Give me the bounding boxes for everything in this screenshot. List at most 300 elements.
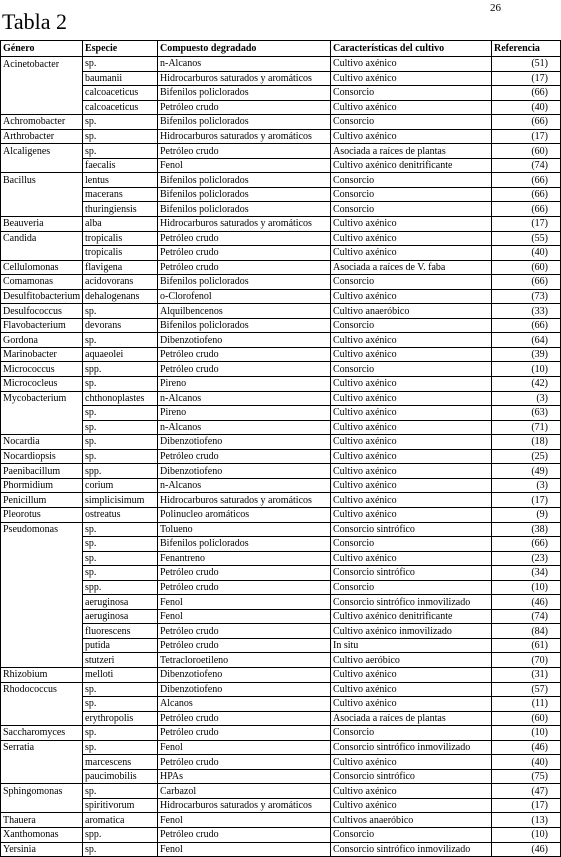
cell-especie: sp. — [83, 551, 158, 566]
cell-caracteristicas: Cultivo axénico — [331, 289, 492, 304]
cell-compuesto: Dibenzotiofeno — [158, 667, 331, 682]
table-row — [1, 478, 561, 493]
cell-referencia: (17) — [492, 217, 561, 232]
cell-genero: Nocardia — [1, 435, 83, 450]
cell-referencia: (66) — [492, 86, 561, 101]
cell-genero: Rhizobium — [1, 667, 83, 682]
cell-caracteristicas: Consorcio — [331, 275, 492, 290]
cell-genero: Sphingomonas — [1, 784, 83, 799]
table-row — [1, 566, 561, 581]
cell-referencia: (46) — [492, 595, 561, 610]
cell-compuesto: Fenol — [158, 158, 331, 173]
cell-genero: Desulfococcus — [1, 304, 83, 319]
cell-especie: sp. — [83, 697, 158, 712]
cell-compuesto: Tetracloroetileno — [158, 653, 331, 668]
table-row — [1, 682, 561, 697]
cell-genero — [1, 755, 83, 770]
cell-referencia: (3) — [492, 478, 561, 493]
cell-especie: sp. — [83, 420, 158, 435]
cell-caracteristicas: Cultivo axénico denitrificante — [331, 158, 492, 173]
cell-referencia: (66) — [492, 275, 561, 290]
cell-referencia: (46) — [492, 740, 561, 755]
cell-genero: Flavobacterium — [1, 318, 83, 333]
cell-compuesto: Bifenilos policlorados — [158, 187, 331, 202]
cell-genero: Pseudomonas — [1, 522, 83, 537]
cell-genero — [1, 406, 83, 421]
table-row — [1, 464, 561, 479]
cell-genero — [1, 187, 83, 202]
cell-compuesto: Fenol — [158, 595, 331, 610]
cell-caracteristicas: Cultivo axénico — [331, 71, 492, 86]
cell-caracteristicas: Cultivo axénico — [331, 391, 492, 406]
cell-compuesto: o-Clorofenol — [158, 289, 331, 304]
cell-referencia: (17) — [492, 493, 561, 508]
cell-caracteristicas: Consorcio sintrófico — [331, 769, 492, 784]
cell-caracteristicas: Cultivo axénico — [331, 697, 492, 712]
cell-genero: Comamonas — [1, 275, 83, 290]
cell-compuesto: HPAs — [158, 769, 331, 784]
cell-caracteristicas: Cultivo axénico — [331, 478, 492, 493]
table-row — [1, 595, 561, 610]
cell-compuesto: Hidrocarburos saturados y aromáticos — [158, 71, 331, 86]
cell-caracteristicas: Cultivo anaeróbico — [331, 304, 492, 319]
cell-compuesto: Fenol — [158, 813, 331, 828]
cell-referencia: (40) — [492, 755, 561, 770]
cell-referencia: (10) — [492, 827, 561, 842]
cell-compuesto: n-Alcanos — [158, 57, 331, 72]
cell-compuesto: Bifenilos policlorados — [158, 115, 331, 130]
cell-referencia: (17) — [492, 71, 561, 86]
cell-caracteristicas: Cultivo axénico — [331, 217, 492, 232]
cell-genero: Xanthomonas — [1, 827, 83, 842]
cell-caracteristicas: Consorcio — [331, 726, 492, 741]
table-row — [1, 755, 561, 770]
cell-caracteristicas: Cultivo aeróbico — [331, 653, 492, 668]
cell-especie: chthonoplastes — [83, 391, 158, 406]
cell-referencia: (84) — [492, 624, 561, 639]
table-row — [1, 726, 561, 741]
cell-compuesto: Carbazol — [158, 784, 331, 799]
cell-caracteristicas: Cultivo axénico — [331, 784, 492, 799]
cell-especie: spiritivorum — [83, 798, 158, 813]
cell-compuesto: Pireno — [158, 377, 331, 392]
cell-referencia: (71) — [492, 420, 561, 435]
cell-genero: Arthrobacter — [1, 129, 83, 144]
cell-referencia: (10) — [492, 580, 561, 595]
cell-referencia: (31) — [492, 667, 561, 682]
cell-genero: Gordona — [1, 333, 83, 348]
table-row — [1, 115, 561, 130]
cell-referencia: (13) — [492, 813, 561, 828]
cell-referencia: (25) — [492, 449, 561, 464]
cell-caracteristicas: Cultivo axénico — [331, 246, 492, 261]
cell-referencia: (75) — [492, 769, 561, 784]
table-row — [1, 711, 561, 726]
cell-referencia: (40) — [492, 100, 561, 115]
cell-genero — [1, 638, 83, 653]
cell-genero: Alcaligenes — [1, 144, 83, 159]
cell-especie: sp. — [83, 784, 158, 799]
table-row — [1, 187, 561, 202]
cell-referencia: (40) — [492, 246, 561, 261]
cell-caracteristicas: Cultivo axénico — [331, 449, 492, 464]
table-header — [1, 41, 561, 57]
cell-caracteristicas: Cultivo axénico — [331, 551, 492, 566]
cell-caracteristicas: In situ — [331, 638, 492, 653]
cell-genero: Penicillum — [1, 493, 83, 508]
cell-referencia: (39) — [492, 347, 561, 362]
cell-especie: sp. — [83, 377, 158, 392]
cell-especie: alba — [83, 217, 158, 232]
cell-caracteristicas: Cultivo axénico denitrificante — [331, 609, 492, 624]
cell-genero — [1, 697, 83, 712]
cell-referencia: (3) — [492, 391, 561, 406]
table-title: Tabla 2 — [2, 9, 68, 34]
table-row — [1, 57, 561, 72]
table-row — [1, 522, 561, 537]
cell-compuesto: Petróleo crudo — [158, 624, 331, 639]
table-row — [1, 158, 561, 173]
cell-caracteristicas: Cultivo axénico — [331, 420, 492, 435]
cell-referencia: (61) — [492, 638, 561, 653]
table-row — [1, 493, 561, 508]
cell-especie: tropicalis — [83, 246, 158, 261]
cell-caracteristicas: Cultivo axénico — [331, 347, 492, 362]
cell-especie: sp. — [83, 304, 158, 319]
table-row — [1, 769, 561, 784]
cell-referencia: (60) — [492, 711, 561, 726]
table-row — [1, 827, 561, 842]
cell-especie: calcoaceticus — [83, 100, 158, 115]
cell-genero — [1, 624, 83, 639]
cell-caracteristicas: Cultivo axénico — [331, 57, 492, 72]
cell-especie: faecalis — [83, 158, 158, 173]
cell-especie: fluorescens — [83, 624, 158, 639]
cell-compuesto: Fenantreno — [158, 551, 331, 566]
cell-referencia: (9) — [492, 507, 561, 522]
cell-compuesto: Fenol — [158, 842, 331, 857]
cell-compuesto: Alcanos — [158, 697, 331, 712]
cell-caracteristicas: Consorcio — [331, 187, 492, 202]
cell-compuesto: Dibenzotiofeno — [158, 682, 331, 697]
cell-genero — [1, 566, 83, 581]
cell-compuesto: Bifenilos policlorados — [158, 537, 331, 552]
cell-caracteristicas: Consorcio — [331, 115, 492, 130]
cell-caracteristicas: Consorcio — [331, 318, 492, 333]
cell-referencia: (66) — [492, 537, 561, 552]
cell-genero: Beauveria — [1, 217, 83, 232]
cell-referencia: (60) — [492, 144, 561, 159]
table-row — [1, 100, 561, 115]
page-number: 26 — [490, 2, 501, 14]
cell-genero — [1, 580, 83, 595]
table-row — [1, 333, 561, 348]
cell-compuesto: Petróleo crudo — [158, 449, 331, 464]
cell-referencia: (47) — [492, 784, 561, 799]
cell-especie: melloti — [83, 667, 158, 682]
cell-referencia: (11) — [492, 697, 561, 712]
cell-referencia: (60) — [492, 260, 561, 275]
cell-compuesto: n-Alcanos — [158, 478, 331, 493]
cell-genero: Micrococcus — [1, 362, 83, 377]
cell-especie: sp. — [83, 842, 158, 857]
cell-caracteristicas: Consorcio sintrófico — [331, 522, 492, 537]
cell-compuesto: Petróleo crudo — [158, 144, 331, 159]
cell-genero: Pleorotus — [1, 507, 83, 522]
table-row — [1, 507, 561, 522]
cell-especie: marcescens — [83, 755, 158, 770]
cell-especie: corium — [83, 478, 158, 493]
cell-compuesto: Petróleo crudo — [158, 100, 331, 115]
cell-especie: spp. — [83, 580, 158, 595]
cell-genero — [1, 420, 83, 435]
cell-compuesto: Petróleo crudo — [158, 231, 331, 246]
cell-referencia: (10) — [492, 726, 561, 741]
cell-referencia: (66) — [492, 173, 561, 188]
cell-caracteristicas: Cultivo axénico — [331, 682, 492, 697]
cell-especie: devorans — [83, 318, 158, 333]
cell-genero: Acinetobacter — [1, 57, 83, 72]
cell-especie: calcoaceticus — [83, 86, 158, 101]
column-header-referencia: Referencia — [492, 41, 561, 57]
cell-caracteristicas: Cultivos anaeróbico — [331, 813, 492, 828]
cell-caracteristicas: Cultivo axénico — [331, 798, 492, 813]
cell-especie: dehalogenans — [83, 289, 158, 304]
cell-referencia: (57) — [492, 682, 561, 697]
table-row — [1, 231, 561, 246]
cell-caracteristicas: Consorcio sintrófico inmovilizado — [331, 595, 492, 610]
cell-caracteristicas: Consorcio sintrófico inmovilizado — [331, 740, 492, 755]
cell-caracteristicas: Asociada a raíces de plantas — [331, 711, 492, 726]
table-row — [1, 609, 561, 624]
cell-especie: baumanii — [83, 71, 158, 86]
cell-compuesto: Hidrocarburos saturados y aromáticos — [158, 798, 331, 813]
table-row — [1, 813, 561, 828]
column-header-genero: Género — [1, 41, 83, 57]
cell-caracteristicas: Consorcio — [331, 580, 492, 595]
column-header-especie: Especie — [83, 41, 158, 57]
cell-especie: sp. — [83, 144, 158, 159]
cell-genero — [1, 653, 83, 668]
cell-referencia: (64) — [492, 333, 561, 348]
cell-compuesto: Petróleo crudo — [158, 827, 331, 842]
cell-genero: Saccharomyces — [1, 726, 83, 741]
cell-compuesto: Dibenzotiofeno — [158, 333, 331, 348]
cell-especie: ostreatus — [83, 507, 158, 522]
cell-caracteristicas: Cultivo axénico — [331, 435, 492, 450]
cell-especie: aquaeolei — [83, 347, 158, 362]
cell-referencia: (33) — [492, 304, 561, 319]
cell-compuesto: Petróleo crudo — [158, 726, 331, 741]
cell-genero: Yersinia — [1, 842, 83, 857]
table-body — [1, 57, 561, 857]
cell-genero — [1, 711, 83, 726]
cell-especie: flavigena — [83, 260, 158, 275]
cell-genero — [1, 769, 83, 784]
cell-referencia: (66) — [492, 115, 561, 130]
cell-especie: sp. — [83, 682, 158, 697]
cell-referencia: (66) — [492, 318, 561, 333]
cell-especie: thuringiensis — [83, 202, 158, 217]
cell-caracteristicas: Cultivo axénico — [331, 464, 492, 479]
cell-genero — [1, 71, 83, 86]
cell-genero: Candida — [1, 231, 83, 246]
cell-referencia: (17) — [492, 798, 561, 813]
cell-especie: aeruginosa — [83, 609, 158, 624]
table-row — [1, 580, 561, 595]
cell-especie: sp. — [83, 333, 158, 348]
cell-especie: sp. — [83, 740, 158, 755]
cell-compuesto: Hidrocarburos saturados y aromáticos — [158, 217, 331, 232]
cell-compuesto: Fenol — [158, 609, 331, 624]
cell-especie: sp. — [83, 522, 158, 537]
cell-compuesto: Bifenilos policlorados — [158, 275, 331, 290]
cell-compuesto: Fenol — [158, 740, 331, 755]
cell-especie: simplicisimum — [83, 493, 158, 508]
cell-compuesto: n-Alcanos — [158, 420, 331, 435]
cell-genero: Phormidium — [1, 478, 83, 493]
cell-especie: tropicalis — [83, 231, 158, 246]
cell-referencia: (23) — [492, 551, 561, 566]
cell-genero: Cellulomonas — [1, 260, 83, 275]
cell-referencia: (17) — [492, 129, 561, 144]
cell-genero: Bacillus — [1, 173, 83, 188]
table-row — [1, 537, 561, 552]
cell-referencia: (42) — [492, 377, 561, 392]
cell-caracteristicas: Consorcio — [331, 362, 492, 377]
cell-caracteristicas: Cultivo axénico — [331, 667, 492, 682]
table-row — [1, 420, 561, 435]
table-row — [1, 275, 561, 290]
cell-genero — [1, 246, 83, 261]
cell-compuesto: Petróleo crudo — [158, 580, 331, 595]
cell-caracteristicas: Cultivo axénico — [331, 100, 492, 115]
cell-referencia: (74) — [492, 609, 561, 624]
table-row — [1, 624, 561, 639]
cell-genero: Serratia — [1, 740, 83, 755]
cell-caracteristicas: Cultivo axénico — [331, 755, 492, 770]
table-row — [1, 129, 561, 144]
cell-compuesto: Bifenilos policlorados — [158, 86, 331, 101]
bacteria-table — [0, 40, 561, 857]
cell-compuesto: Petróleo crudo — [158, 260, 331, 275]
cell-compuesto: Alquilbencenos — [158, 304, 331, 319]
cell-genero: Paenibacillum — [1, 464, 83, 479]
table-row — [1, 86, 561, 101]
cell-caracteristicas: Cultivo axénico — [331, 333, 492, 348]
table-row — [1, 667, 561, 682]
cell-genero — [1, 537, 83, 552]
table-row — [1, 551, 561, 566]
cell-especie: stutzeri — [83, 653, 158, 668]
cell-referencia: (55) — [492, 231, 561, 246]
cell-especie: aeruginosa — [83, 595, 158, 610]
cell-compuesto: Pireno — [158, 406, 331, 421]
cell-especie: sp. — [83, 129, 158, 144]
cell-caracteristicas: Consorcio — [331, 827, 492, 842]
table-row — [1, 71, 561, 86]
cell-caracteristicas: Cultivo axénico — [331, 231, 492, 246]
cell-genero — [1, 86, 83, 101]
cell-especie: erythropolis — [83, 711, 158, 726]
table-row — [1, 289, 561, 304]
cell-especie: spp. — [83, 464, 158, 479]
cell-referencia: (38) — [492, 522, 561, 537]
cell-referencia: (10) — [492, 362, 561, 377]
cell-referencia: (49) — [492, 464, 561, 479]
cell-caracteristicas: Consorcio sintrófico — [331, 566, 492, 581]
table-row — [1, 173, 561, 188]
column-header-compuesto: Compuesto degradado — [158, 41, 331, 57]
cell-referencia: (34) — [492, 566, 561, 581]
table-row — [1, 347, 561, 362]
cell-referencia: (66) — [492, 202, 561, 217]
table-row — [1, 697, 561, 712]
cell-especie: sp. — [83, 566, 158, 581]
cell-compuesto: Hidrocarburos saturados y aromáticos — [158, 129, 331, 144]
cell-caracteristicas: Cultivo axénico — [331, 377, 492, 392]
cell-referencia: (66) — [492, 187, 561, 202]
cell-compuesto: Bifenilos policlorados — [158, 202, 331, 217]
cell-referencia: (18) — [492, 435, 561, 450]
cell-genero: Rhodococcus — [1, 682, 83, 697]
cell-especie: sp. — [83, 57, 158, 72]
cell-compuesto: Petróleo crudo — [158, 638, 331, 653]
cell-compuesto: Petróleo crudo — [158, 711, 331, 726]
cell-compuesto: n-Alcanos — [158, 391, 331, 406]
cell-compuesto: Polinucleo aromáticos — [158, 507, 331, 522]
cell-genero — [1, 798, 83, 813]
cell-compuesto: Bifenilos policlorados — [158, 173, 331, 188]
cell-especie: lentus — [83, 173, 158, 188]
cell-especie: acidovorans — [83, 275, 158, 290]
cell-referencia: (63) — [492, 406, 561, 421]
cell-especie: sp. — [83, 115, 158, 130]
cell-caracteristicas: Cultivo axénico — [331, 493, 492, 508]
table-row — [1, 377, 561, 392]
cell-caracteristicas: Consorcio — [331, 202, 492, 217]
cell-caracteristicas: Consorcio — [331, 537, 492, 552]
cell-compuesto: Bifenilos policlorados — [158, 318, 331, 333]
table-row — [1, 304, 561, 319]
cell-referencia: (51) — [492, 57, 561, 72]
cell-genero: Nocardiopsis — [1, 449, 83, 464]
cell-especie: macerans — [83, 187, 158, 202]
cell-referencia: (74) — [492, 158, 561, 173]
cell-especie: sp. — [83, 537, 158, 552]
cell-especie: sp. — [83, 406, 158, 421]
cell-especie: putida — [83, 638, 158, 653]
cell-compuesto: Dibenzotiofeno — [158, 464, 331, 479]
cell-caracteristicas: Consorcio — [331, 173, 492, 188]
cell-compuesto: Petróleo crudo — [158, 347, 331, 362]
table-row — [1, 217, 561, 232]
table-row — [1, 784, 561, 799]
table-row — [1, 391, 561, 406]
table-row — [1, 798, 561, 813]
cell-compuesto: Hidrocarburos saturados y aromáticos — [158, 493, 331, 508]
cell-genero: Desulfitobacterium — [1, 289, 83, 304]
table-row — [1, 435, 561, 450]
cell-especie: spp. — [83, 362, 158, 377]
table-row — [1, 406, 561, 421]
table-row — [1, 653, 561, 668]
cell-compuesto: Petróleo crudo — [158, 566, 331, 581]
cell-genero — [1, 609, 83, 624]
table-row — [1, 202, 561, 217]
cell-genero — [1, 100, 83, 115]
cell-genero — [1, 202, 83, 217]
